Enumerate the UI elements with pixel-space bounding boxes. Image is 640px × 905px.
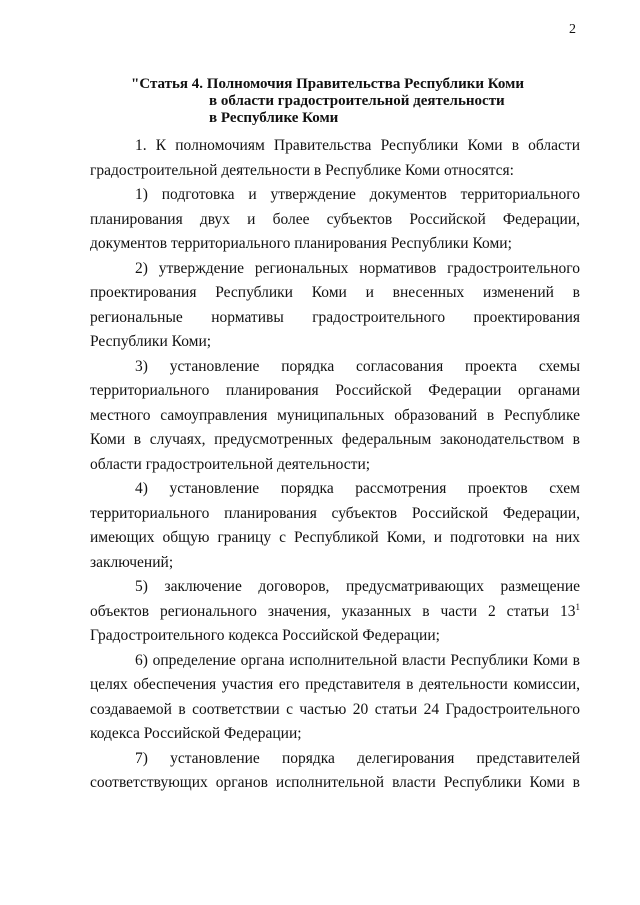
paragraph-item-2: 2) утверждение региональных нормативов градостроительного проектирования Республики Коми и внесенных изменений в региональные нормативы градостроительного проектирования Республики Коми;	[90, 259, 580, 350]
paragraph-item-5-text: 5) заключение договоров, предусматривающих размещение объектов регионального значения, указанных в части 2 статьи 13	[90, 578, 580, 620]
paragraph-item-5	[90, 575, 580, 649]
paragraph-item-1: 1) подготовка и утверждение документов территориального планирования двух и более субъектов Российской Федерации, документов территориального планирования Республики Коми;	[90, 186, 580, 252]
paragraph-item-5-tail: Градостроительного кодекса Российской Федерации;	[90, 627, 440, 644]
paragraph-item-7: 7) установление порядка делегирования представителей соответствующих органов исполнительной власти Республики Коми в	[90, 749, 580, 791]
paragraph-item-4: 4) установление порядка рассмотрения проектов схем территориального планирования субъектов Российской Федерации, имеющих общую границу с Республикой Коми, и подготовки на них заключений;	[90, 480, 580, 571]
page-number: 2	[569, 22, 576, 37]
heading-line-3: в Республике Коми	[209, 110, 339, 126]
article-heading	[131, 76, 524, 127]
heading-line-1: "Статья 4. Полномочия Правительства Республики Коми	[131, 76, 524, 92]
paragraph-item-3: 3) установление порядка согласования проекта схемы территориального планирования Российской Федерации органами местного самоуправления муниципальных образований в Республике Коми в случаях, предусмотренных федеральным законодательством в области градостроительной деятельности;	[90, 357, 580, 473]
article-superscript: 1	[575, 601, 580, 612]
article-body	[90, 134, 580, 796]
paragraph-item-6: 6) определение органа исполнительной власти Республики Коми в целях обеспечения участия его представителя в деятельности комиссии, создаваемой в соответствии с частью 20 статьи 24 Градостроительного кодекса Российской Федерации;	[90, 651, 580, 742]
paragraph-1: 1. К полномочиям Правительства Республики Коми в области градостроительной деятельности в Республике Коми относятся:	[90, 137, 580, 179]
heading-line-2: в области градостроительной деятельности	[209, 93, 505, 109]
